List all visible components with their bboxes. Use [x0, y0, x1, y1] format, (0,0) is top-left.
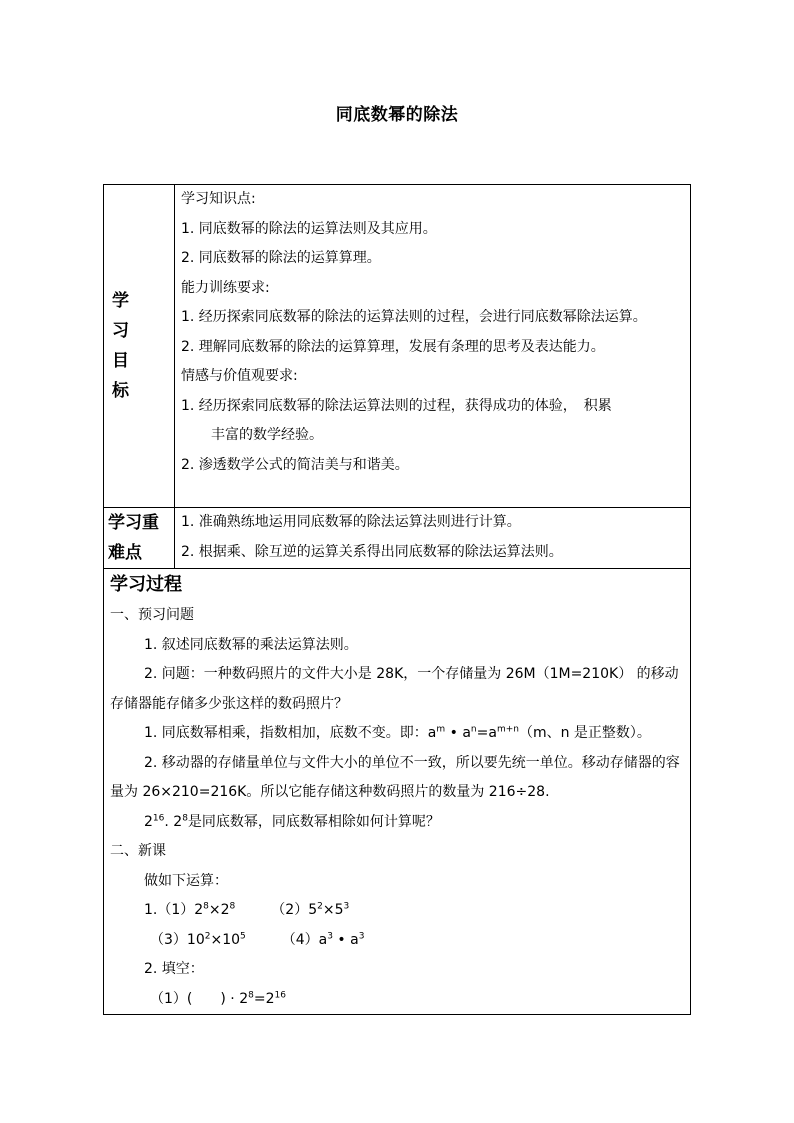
exercise-row-2: $(3)10^2\times 10^5$ $(4)a^3$ • $a^3$	[150, 930, 365, 948]
section-new-lesson-title: 二、新课	[110, 843, 166, 859]
key-points-content	[175, 508, 691, 569]
section-preview-title: 一、预习问题	[110, 607, 194, 623]
key-point-line: 1. 准确熟练地运用同底数幂的除法运算法则进行计算。	[181, 514, 521, 530]
objectives-label	[104, 185, 175, 508]
page-title: 同底数幂的除法	[335, 105, 459, 125]
objectives-line: 1. 经历探索同底数幂的除法运算法则的过程，获得成功的体验， 积累	[181, 397, 612, 414]
preview-answer-3: $2^{16}$. $2^8$是同底数幂，同底数幂相除如何计算呢？	[144, 812, 440, 830]
key-points-label-line: 学习重	[108, 513, 159, 533]
key-points-label-line: 难点	[108, 543, 142, 563]
objectives-label-char: 学	[112, 291, 129, 311]
process-row	[104, 569, 691, 1015]
key-points-row	[104, 508, 691, 569]
objectives-label-char: 标	[112, 381, 129, 401]
fill-in-item-1: （1）( ) · $2^8=2^{16}$	[150, 989, 286, 1007]
preview-answer-1: 1. 同底数幂相乘，指数相加，底数不变。即：$a^m$ • $a^n=a^{m+n}(m$、n 是正整数）。	[144, 724, 651, 741]
objectives-line: 2. 渗透数学公式的简洁美与和谐美。	[181, 456, 409, 473]
objectives-line: 2. 同底数幂的除法的运算算理。	[181, 250, 381, 266]
objectives-content	[175, 185, 691, 508]
preview-question-2: 2. 问题：一种数码照片的文件大小是 28K，一个存储量为 26M（1M=210K） 的移动存储器能存储多少张这样的数码照片？	[110, 666, 679, 712]
objectives-line: 学习知识点:	[181, 191, 256, 207]
process-heading: 学习过程	[110, 574, 182, 595]
objectives-row	[104, 185, 691, 508]
preview-answer-2: 2. 移动器的存储量单位与文件大小的单位不一致，所以要先统一单位。移动存储器的容量为 26×210=216K。所以它能存储这种数码照片的数量为 216÷28.	[110, 754, 680, 800]
preview-question-1: 1. 叙述同底数幂的乘法运算法则。	[144, 636, 358, 653]
process-content	[104, 569, 691, 1015]
objectives-line: 情感与价值观要求:	[181, 368, 298, 384]
objectives-line: 1. 同底数幂的除法的运算法则及其应用。	[181, 220, 437, 237]
objectives-line: 2. 理解同底数幂的除法的运算算理，发展有条理的思考及表达能力。	[181, 338, 605, 355]
exercise-row-1: $1.(1)2^8\times 2^8$ $(2)5^2\times 5^3$	[144, 901, 350, 918]
key-points-label	[104, 508, 175, 569]
objectives-line: 丰富的数学经验。	[211, 427, 323, 443]
fill-in-title: 2. 填空：	[144, 961, 204, 977]
lesson-table	[103, 184, 691, 1015]
objectives-label-char: 目	[112, 351, 129, 371]
objectives-line: 1. 经历探索同底数幂的除法的运算法则的过程，会进行同底数幂除法运算。	[181, 309, 647, 325]
do-calc-instruction: 做如下运算：	[144, 872, 228, 889]
objectives-label-char: 习	[112, 321, 129, 341]
objectives-line: 能力训练要求:	[181, 279, 270, 296]
key-point-line: 2. 根据乘、除互逆的运算关系得出同底数幂的除法运算法则。	[181, 543, 563, 560]
